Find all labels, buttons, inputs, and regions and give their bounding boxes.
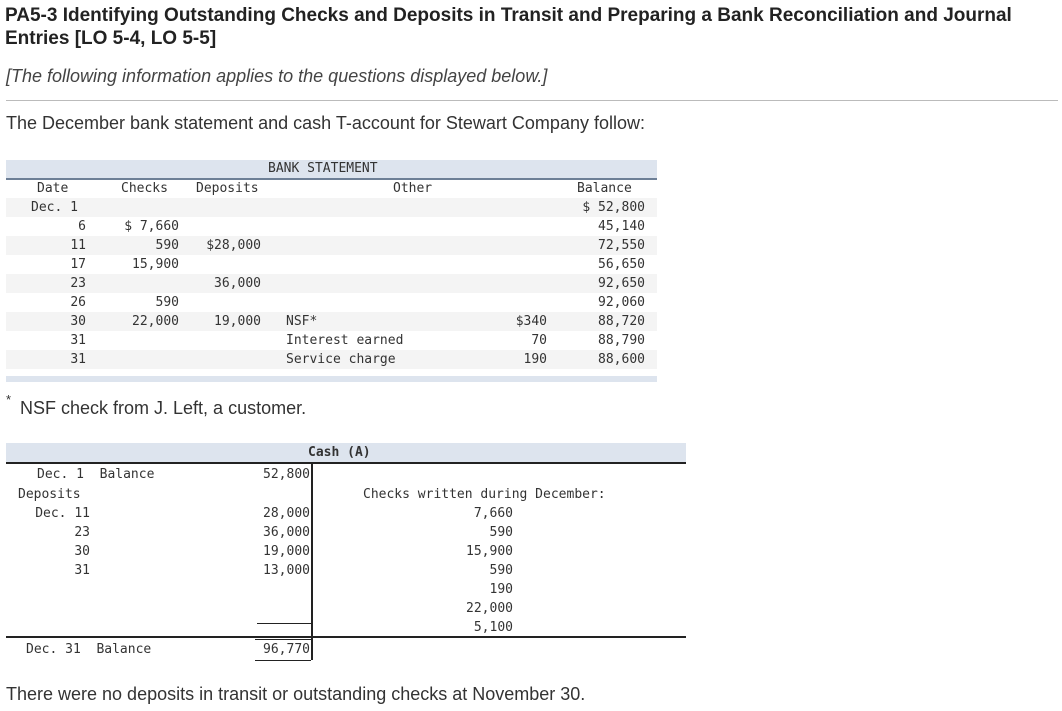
balance-cell: 88,720: [598, 314, 645, 329]
balance-cell: $ 52,800: [582, 200, 645, 215]
header-rule: [6, 178, 657, 180]
other-label-cell: Interest earned: [286, 333, 404, 348]
check-amount: 15,900: [466, 544, 513, 559]
deposits-label: Deposits: [18, 487, 81, 502]
balance-cell: 45,140: [598, 219, 645, 234]
deposit-amount: 36,000: [263, 525, 310, 540]
col-header-deposits: Deposits: [196, 181, 259, 196]
other-amount-cell: 190: [523, 352, 547, 367]
balance-cell: 56,650: [598, 257, 645, 272]
footnote-marker: *: [6, 392, 12, 407]
check-amount: 590: [489, 563, 513, 578]
check-amount: 7,660: [473, 506, 513, 521]
checks-cell: 15,900: [132, 257, 179, 272]
footnote-text: NSF check from J. Left, a customer.: [20, 398, 307, 418]
other-amount-cell: 70: [531, 333, 547, 348]
bank-statement-title: BANK STATEMENT: [268, 161, 378, 176]
checks-cell: 590: [155, 295, 179, 310]
t-account-bottom-rule: [6, 636, 686, 638]
col-header-balance: Balance: [577, 181, 632, 196]
checks-cell: 22,000: [132, 314, 179, 329]
other-label-cell: Service charge: [286, 352, 396, 367]
table-footer-bar: [6, 376, 657, 382]
balance-cell: 92,650: [598, 276, 645, 291]
deposit-amount: 28,000: [263, 506, 310, 521]
date-cell: 31: [70, 352, 86, 367]
ending-balance-amount: 96,770: [263, 642, 310, 657]
bank-statement-header: [6, 160, 657, 178]
divider: [6, 100, 1058, 101]
check-amount: 190: [489, 582, 513, 597]
col-header-date: Date: [37, 181, 69, 196]
closing-text: There were no deposits in transit or outstanding checks at November 30.: [6, 684, 586, 704]
date-cell: 17: [70, 257, 86, 272]
col-header-checks: Checks: [121, 181, 168, 196]
bank-statement-table: [6, 160, 657, 383]
balance-cell: 88,790: [598, 333, 645, 348]
beginning-balance-label: Dec. 1 Balance: [37, 467, 155, 482]
date-cell: Dec. 1: [31, 200, 78, 215]
cash-t-account: [6, 443, 686, 668]
balance-cell: 92,060: [598, 295, 645, 310]
checks-written-label: Checks written during December:: [363, 487, 606, 502]
beginning-balance-amount: 52,800: [263, 467, 310, 482]
balance-cell: 88,600: [598, 352, 645, 367]
deposit-date: 31: [74, 563, 90, 578]
ending-balance-label: Dec. 31 Balance: [26, 642, 152, 657]
t-account-header: [6, 443, 686, 462]
check-amount: 5,100: [473, 620, 513, 635]
date-cell: 30: [70, 314, 86, 329]
other-label-cell: NSF*: [286, 314, 318, 329]
shared-info-note: [The following information applies to the questions displayed below.]: [6, 66, 548, 86]
t-account-top-rule: [6, 462, 686, 464]
checks-cell: $ 7,660: [124, 219, 179, 234]
date-cell: 6: [78, 219, 86, 234]
col-header-other: Other: [393, 181, 433, 196]
deposits-cell: $28,000: [206, 238, 261, 253]
t-account-divider: [311, 464, 313, 660]
deposit-amount: 19,000: [263, 544, 310, 559]
problem-title: PA5-3 Identifying Outstanding Checks and Deposits in Transit and Preparing a Bank Reconciliation and Journal Entries [LO 5-4, LO 5-5]: [5, 5, 1012, 49]
date-cell: 11: [70, 238, 86, 253]
date-cell: 31: [70, 333, 86, 348]
deposits-underline: [257, 623, 311, 624]
intro-text: The December bank statement and cash T-account for Stewart Company follow:: [6, 113, 645, 133]
deposits-cell: 19,000: [214, 314, 261, 329]
checks-cell: 590: [155, 238, 179, 253]
date-cell: 26: [70, 295, 86, 310]
deposit-amount: 13,000: [263, 563, 310, 578]
balance-cell: 72,550: [598, 238, 645, 253]
t-account-title: Cash (A): [308, 445, 371, 460]
deposit-date: 23: [74, 525, 90, 540]
deposits-cell: 36,000: [214, 276, 261, 291]
check-amount: 590: [489, 525, 513, 540]
deposit-date: 30: [74, 544, 90, 559]
deposit-date: Dec. 11: [35, 506, 90, 521]
check-amount: 22,000: [466, 601, 513, 616]
other-amount-cell: $340: [515, 314, 547, 329]
date-cell: 23: [70, 276, 86, 291]
